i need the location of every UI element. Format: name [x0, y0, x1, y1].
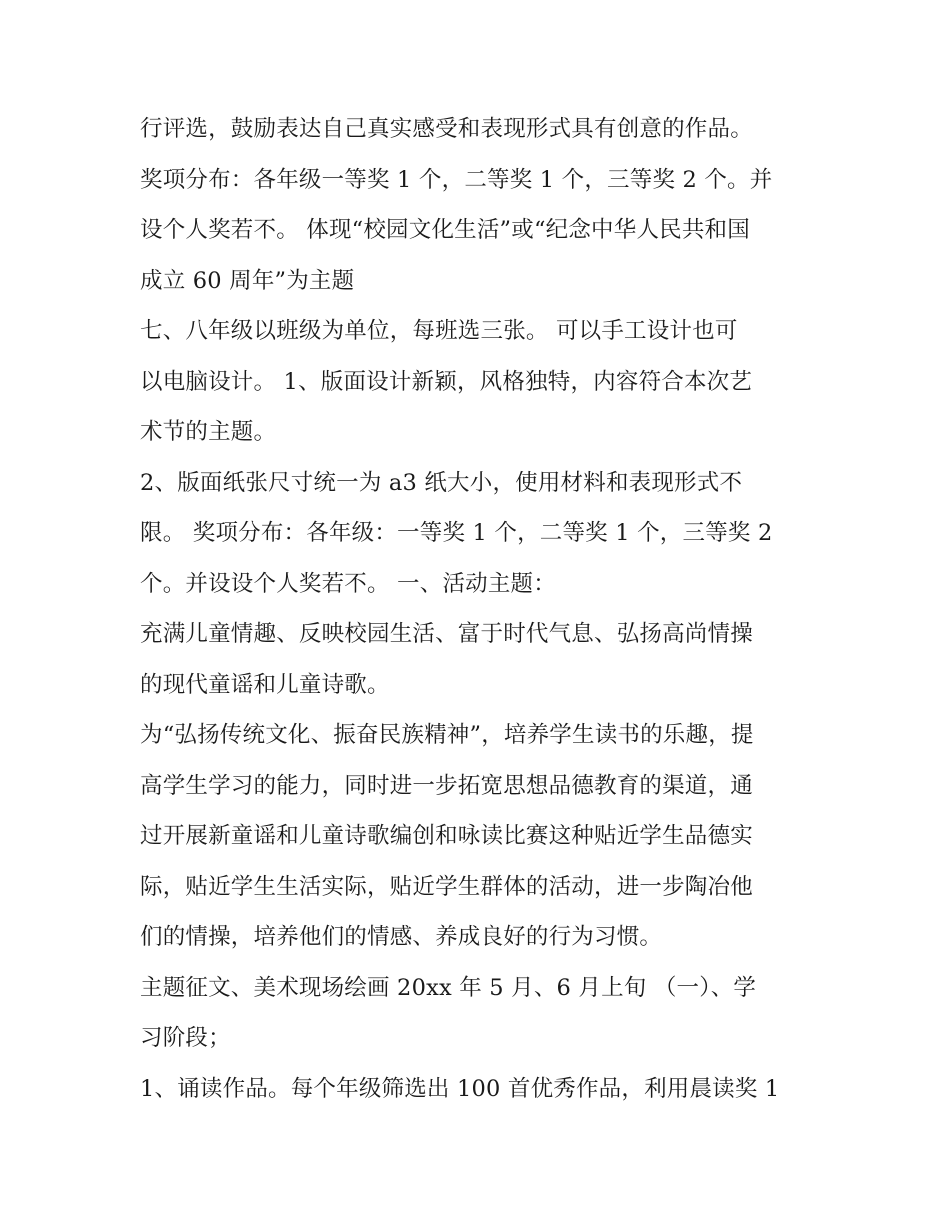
text-line: 奖项分布：各年级一等奖 1 个，二等奖 1 个，三等奖 2 个。并 [140, 166, 773, 193]
text-line: 的现代童谣和儿童诗歌。 [140, 671, 390, 698]
text-line: 1、诵读作品。每个年级筛选出 100 首优秀作品，利用晨读奖 1 [140, 1075, 780, 1102]
text-line: 七、八年级以班级为单位，每班选三张。 可以手工设计也可 [140, 318, 738, 344]
text-line: 设个人奖若不。 体现“校园文化生活”或“纪念中华人民共和国 [140, 217, 750, 243]
text-line: 主题征文、美术现场绘画 20xx 年 5 月、6 月上旬 （一）、学 [140, 974, 757, 1001]
text-line: 际，贴近学生生活实际，贴近学生群体的活动，进一步陶冶他 [140, 873, 753, 900]
text-line: 为“弘扬传统文化、振奋民族精神”，培养学生读书的乐趣，提 [140, 722, 754, 748]
text-line: 行评选，鼓励表达自己真实感受和表现形式具有创意的作品。 [140, 116, 753, 142]
text-line: 以电脑设计。 1、版面设计新颖，风格独特，内容符合本次艺 [140, 368, 753, 395]
text-line: 个。并设设个人奖若不。 一、活动主题： [140, 570, 556, 597]
text-line: 高学生学习的能力，同时进一步拓宽思想品德教育的渠道，通 [140, 772, 753, 799]
text-line: 们的情操，培养他们的情感、养成良好的行为习惯。 [140, 924, 663, 950]
text-line: 过开展新童谣和儿童诗歌编创和咏读比赛这种贴近学生品德实 [140, 823, 753, 849]
text-line: 习阶段； [140, 1025, 231, 1051]
text-line: 成立 60 周年”为主题 [140, 267, 355, 294]
text-line: 充满儿童情趣、反映校园生活、富于时代气息、弘扬高尚情操 [140, 621, 753, 647]
text-line: 术节的主题。 [140, 419, 277, 445]
document-body [140, 104, 820, 1114]
text-line: 限。 奖项分布：各年级：一等奖 1 个，二等奖 1 个，三等奖 2 [140, 520, 773, 546]
text-line: 2、版面纸张尺寸统一为 a3 纸大小，使用材料和表现形式不 [140, 469, 743, 496]
